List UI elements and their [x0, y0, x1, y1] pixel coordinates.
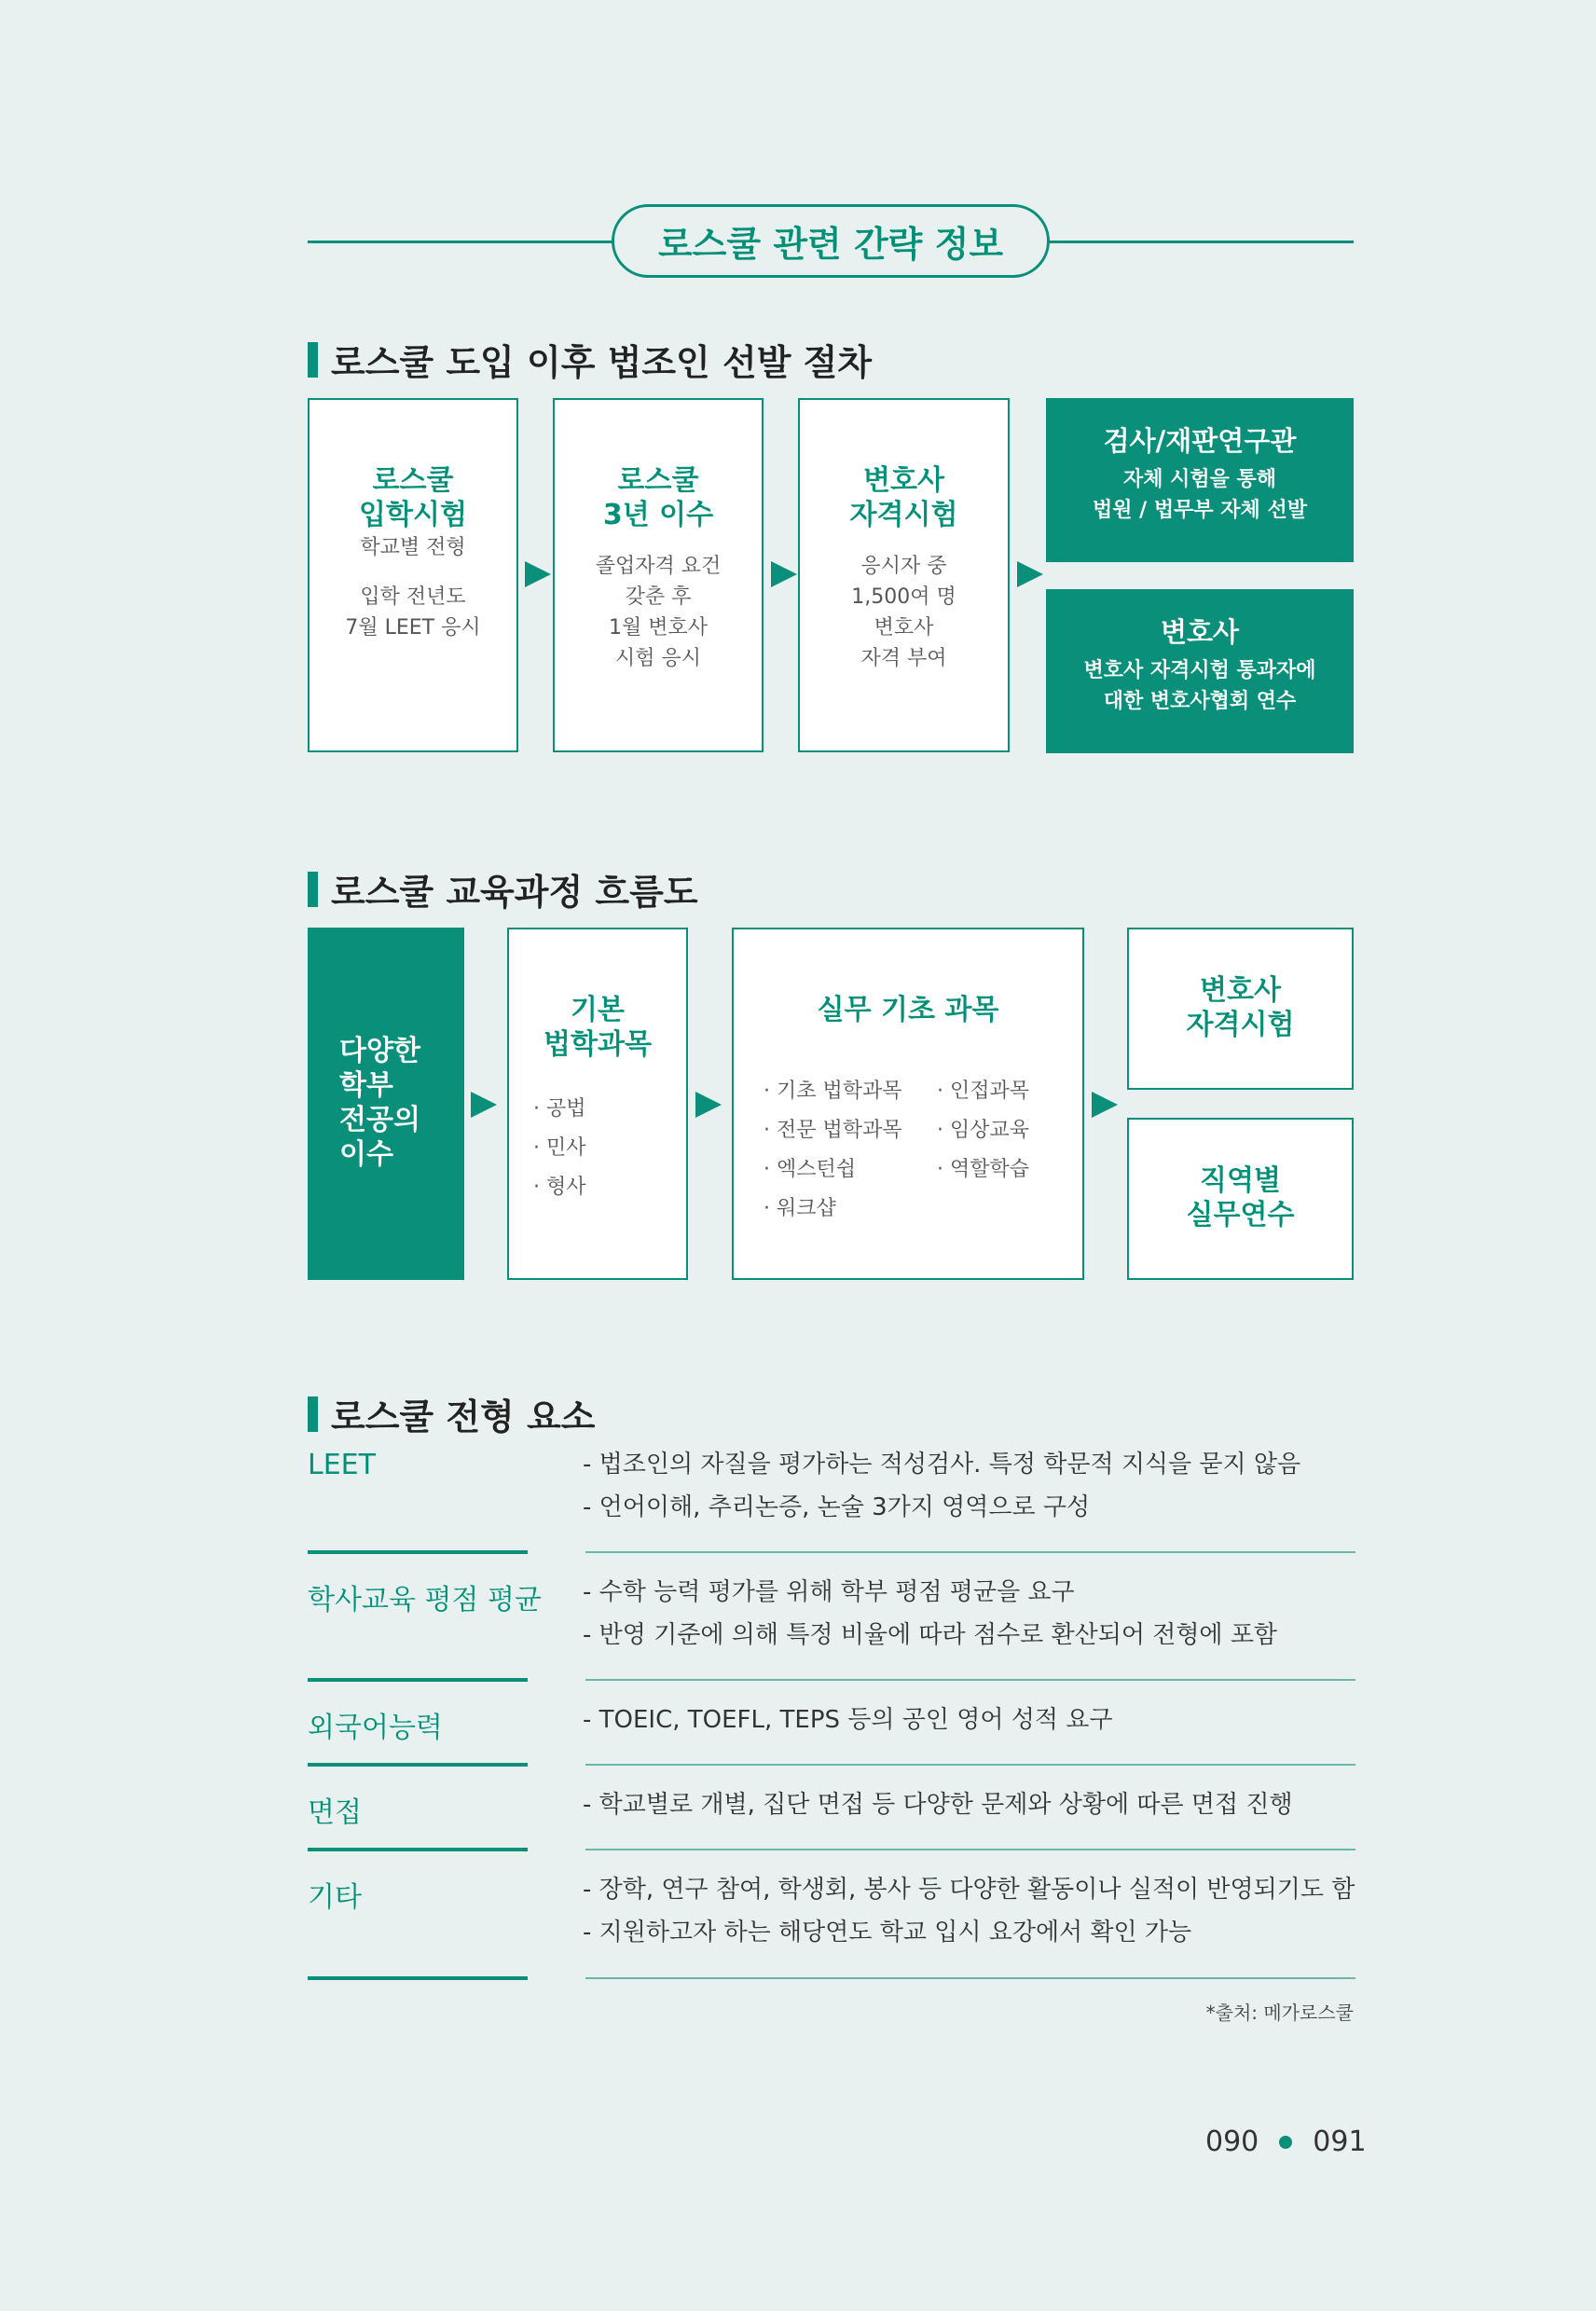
- box-text: 법원 / 법무부 자체 선발: [1093, 499, 1307, 522]
- step-box-lawyer: [1046, 589, 1354, 753]
- box-text: 입학 전년도: [360, 585, 466, 609]
- list-item: · 인접과목: [937, 1080, 1029, 1103]
- box-title: 3년 이수: [602, 499, 714, 531]
- row-divider-left: [308, 1550, 528, 1554]
- box-text: 대한 변호사협회 연수: [1103, 690, 1297, 713]
- criteria-line: - 언어이해, 추리논증, 논술 3가지 영역으로 구성: [583, 1493, 1091, 1521]
- box-text: 졸업자격 요건: [595, 555, 722, 578]
- box-title: 로스쿨: [617, 464, 699, 497]
- section-title-curriculum: [308, 863, 698, 915]
- title-bar-marker: [308, 1396, 318, 1432]
- criteria-line: - 반영 기준에 의해 특정 비율에 따라 점수로 환산되어 전형에 포함: [583, 1621, 1278, 1649]
- flow-box-undergrad: [308, 928, 464, 1280]
- box-title: 실무 기초 과목: [817, 994, 999, 1026]
- criteria-description: [583, 1783, 1293, 1826]
- subject-list: [533, 1090, 686, 1207]
- list-item: · 임상교육: [937, 1119, 1029, 1142]
- arrow-right-icon: [1092, 1092, 1118, 1118]
- criteria-label: 면접: [308, 1796, 362, 1829]
- box-title: 변호사: [1200, 974, 1281, 1007]
- list-item: · 역할학습: [937, 1158, 1029, 1181]
- criteria-label: 학사교육 평점 평균: [308, 1584, 542, 1616]
- box-text: 변호사 자격시험 통과자에: [1083, 659, 1316, 682]
- flow-box-practical-basics: [732, 928, 1084, 1280]
- page-number-right: 091: [1313, 2125, 1367, 2158]
- step-box-prosecutor: [1046, 398, 1354, 562]
- arrow-right-icon: [1017, 561, 1043, 587]
- criteria-line: - TOEIC, TOEFL, TEPS 등의 공인 영어 성적 요구: [583, 1706, 1113, 1734]
- list-item: · 공법: [533, 1097, 586, 1121]
- page-title: 로스쿨 관련 간략 정보: [612, 204, 1050, 278]
- box-title: 전공의: [339, 1104, 420, 1136]
- box-title: 자격시험: [1186, 1009, 1295, 1041]
- section-title-text: 로스쿨 교육과정 흐름도: [331, 872, 698, 913]
- box-title: 법학과목: [543, 1028, 652, 1061]
- section-title-text: 로스쿨 도입 이후 법조인 선발 절차: [331, 342, 873, 383]
- row-divider-left: [308, 1976, 528, 1980]
- box-text: 자격 부여: [860, 647, 947, 670]
- box-title: 입학시험: [359, 499, 467, 531]
- box-title: 변호사: [1160, 616, 1240, 648]
- box-title: 로스쿨: [372, 464, 454, 497]
- criteria-description: [583, 1571, 1277, 1657]
- list-item: · 민사: [533, 1136, 586, 1160]
- row-divider-right: [585, 1679, 1355, 1681]
- row-divider-right: [585, 1551, 1355, 1553]
- box-title: 자격시험: [849, 499, 958, 531]
- list-item: · 엑스턴쉽: [764, 1158, 856, 1181]
- flow-box-bar-exam: [1127, 928, 1354, 1090]
- box-text: 자체 시험을 통해: [1122, 468, 1277, 491]
- box-title: 실무연수: [1186, 1199, 1295, 1231]
- box-text: 시험 응시: [614, 647, 701, 670]
- page-number: [1205, 2125, 1367, 2158]
- title-bar-marker: [308, 872, 318, 907]
- criteria-description: [583, 1443, 1300, 1529]
- box-text: 학교별 전형: [360, 536, 466, 559]
- criteria-label: 외국어능력: [308, 1712, 443, 1744]
- list-item: · 기초 법학과목: [764, 1080, 902, 1103]
- box-title: 검사/재판연구관: [1103, 425, 1297, 457]
- box-title: 직역별: [1200, 1164, 1281, 1197]
- row-divider-left: [308, 1848, 528, 1851]
- row-divider-left: [308, 1678, 528, 1682]
- box-text: 7월 LEET 응시: [345, 616, 481, 640]
- list-item: · 워크샵: [764, 1197, 836, 1220]
- box-text: 1월 변호사: [609, 616, 708, 640]
- source-note: *출처: 메가로스쿨: [1205, 2001, 1354, 2024]
- box-title: 기본: [571, 994, 625, 1026]
- box-text: 갖춘 후: [625, 585, 692, 609]
- criteria-line: - 장학, 연구 참여, 학생회, 봉사 등 다양한 활동이나 실적이 반영되기도 함: [583, 1876, 1355, 1904]
- criteria-line: - 학교별로 개별, 집단 면접 등 다양한 문제와 상황에 따른 면접 진행: [583, 1791, 1293, 1819]
- flow-box-basic-law: [507, 928, 688, 1280]
- header-rule-right: [1046, 241, 1354, 243]
- section-title-criteria: [308, 1388, 595, 1439]
- criteria-description: [583, 1868, 1355, 1954]
- list-item: · 전문 법학과목: [764, 1119, 902, 1142]
- criteria-label: 기타: [308, 1881, 362, 1914]
- flow-box-practical-training: [1127, 1118, 1354, 1280]
- box-text: 변호사: [874, 616, 934, 640]
- section-title-text: 로스쿨 전형 요소: [331, 1396, 596, 1437]
- arrow-right-icon: [525, 561, 551, 587]
- step-box-admission: [308, 398, 518, 752]
- arrow-right-icon: [695, 1092, 722, 1118]
- header-rule-left: [308, 241, 615, 243]
- arrow-right-icon: [771, 561, 797, 587]
- subject-list: [937, 1072, 1029, 1229]
- row-divider-right: [585, 1849, 1355, 1850]
- subject-list: [764, 1072, 937, 1229]
- list-item: · 형사: [533, 1176, 586, 1199]
- section-title-selection: [308, 334, 872, 385]
- title-bar-marker: [308, 342, 318, 378]
- step-box-completion: [553, 398, 764, 752]
- box-title: 이수: [339, 1138, 393, 1171]
- criteria-label: LEET: [308, 1449, 376, 1481]
- box-title: 학부: [339, 1069, 393, 1102]
- criteria-line: - 지원하고자 하는 해당연도 학교 입시 요강에서 확인 가능: [583, 1919, 1192, 1946]
- row-divider-right: [585, 1764, 1355, 1766]
- box-title: 변호사: [863, 464, 944, 497]
- arrow-right-icon: [471, 1092, 497, 1118]
- row-divider-right: [585, 1977, 1355, 1979]
- box-text: 응시자 중: [860, 555, 947, 578]
- criteria-line: - 법조인의 자질을 평가하는 적성검사. 특정 학문적 지식을 묻지 않음: [583, 1451, 1301, 1479]
- box-text: 1,500여 명: [851, 585, 956, 609]
- row-divider-left: [308, 1763, 528, 1767]
- page-number-left: 090: [1205, 2125, 1259, 2158]
- page-dot-icon: [1279, 2136, 1292, 2149]
- criteria-line: - 수학 능력 평가를 위해 학부 평점 평균을 요구: [583, 1578, 1075, 1606]
- step-box-bar-exam: [798, 398, 1010, 752]
- box-title: 다양한: [339, 1035, 420, 1067]
- criteria-description: [583, 1699, 1113, 1741]
